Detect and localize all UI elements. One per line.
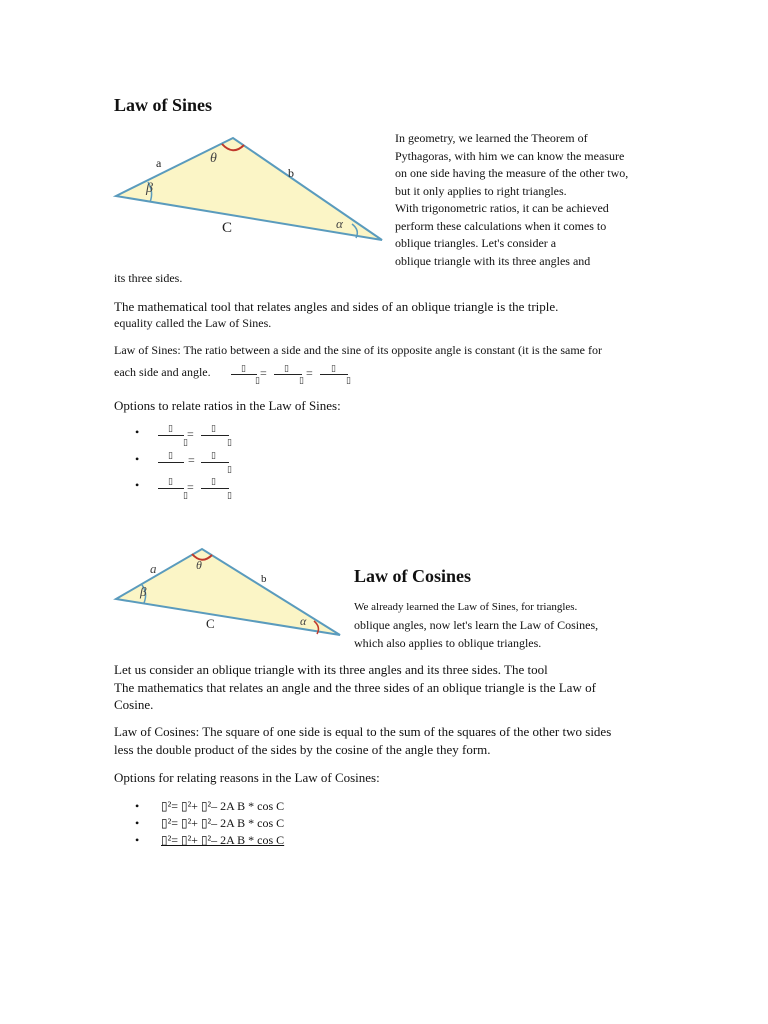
fraction-bar [274, 374, 302, 375]
intro-line: but it only applies to right triangles. [395, 183, 567, 198]
side-label-b: b [261, 573, 267, 585]
side-label-c: C [206, 616, 215, 631]
cosines-law-paragraph [114, 723, 654, 758]
cosines-consider-paragraph [114, 661, 654, 714]
eq-sign: = [306, 366, 313, 380]
law-of-cosines-title: Law of Cosines [354, 566, 472, 586]
opt-denominator: ▯ [227, 490, 232, 500]
opt-denominator: ▯ [183, 490, 188, 500]
intro-line: on one side having the measure of the other two, [395, 166, 629, 180]
sines-intro-tail: its three sides. [114, 271, 183, 285]
angle-label-beta: β [146, 181, 153, 196]
intro-line: We already learned the Law of Sines, for triangles. [354, 601, 578, 613]
sines-triangle-figure [110, 132, 390, 244]
sines-intro-paragraph [395, 130, 675, 270]
fraction-bar [201, 488, 229, 489]
opt-eq-sign: = [188, 453, 195, 467]
intro-line: With trigonometric ratios, it can be achieved [395, 201, 609, 215]
eq-sign: = [260, 366, 267, 380]
consider-line: The mathematics that relates an angle and the three sides of an oblique triangle is the Law of [114, 679, 596, 695]
fraction-bar [320, 374, 348, 375]
law-line: less the double product of the sides by the cosine of the angle they form. [114, 741, 491, 757]
bullet: • [135, 478, 140, 492]
eq-numerator: ▯ [284, 363, 289, 373]
angle-label-alpha: α [300, 614, 307, 628]
bullet: • [135, 799, 140, 813]
cosines-options-heading: Options for relating reasons in the Law of Cosines: [114, 770, 380, 785]
consider-line: Let us consider an oblique triangle with its three angles and its three sides. The tool [114, 662, 548, 677]
fraction-bar [158, 488, 184, 489]
law-of-sines-title: Law of Sines [114, 95, 213, 115]
opt-numerator: ▯ [211, 450, 216, 460]
angle-label-alpha: α [336, 216, 343, 231]
sines-options-heading: Options to relate ratios in the Law of Sines: [114, 398, 341, 413]
cosine-formula: ▯²= ▯²+ ▯²– 2A B * cos C [161, 799, 285, 813]
fraction-bar [201, 462, 229, 463]
opt-numerator: ▯ [211, 423, 216, 433]
bullet: • [135, 452, 140, 466]
sines-tool-line-1: The mathematical tool that relates angles and sides of an oblique triangle is the triple. [114, 299, 559, 314]
eq-denominator: ▯ [255, 375, 260, 385]
eq-denominator: ▯ [299, 375, 304, 385]
opt-numerator: ▯ [168, 476, 173, 486]
sines-law-line-1: Law of Sines: The ratio between a side and the sine of its opposite angle is constant (it is the same for [114, 343, 602, 357]
intro-line: oblique triangle with its three angles and [395, 253, 591, 268]
sines-tool-line-2: equality called the Law of Sines. [114, 316, 272, 330]
fraction-bar [201, 435, 229, 436]
bullet: • [135, 816, 140, 830]
opt-numerator: ▯ [168, 450, 173, 460]
fraction-bar [231, 374, 257, 375]
opt-denominator: ▯ [227, 437, 232, 447]
intro-line: Pythagoras, with him we can know the measure [395, 148, 625, 163]
opt-denominator: ▯ [227, 464, 232, 474]
side-label-a: a [150, 561, 157, 576]
intro-line: oblique angles, now let's learn the Law of Cosines, [354, 618, 599, 632]
bullet: • [135, 425, 140, 439]
angle-label-beta: β [140, 584, 147, 599]
eq-denominator: ▯ [346, 375, 351, 385]
side-label-a: a [156, 156, 162, 170]
bullet: • [135, 833, 140, 847]
sines-law-line-2: each side and angle. [114, 365, 211, 379]
cosine-formula: ▯²= ▯²+ ▯²– 2A B * cos C [161, 816, 285, 830]
angle-label-theta: θ [210, 151, 217, 166]
opt-numerator: ▯ [168, 423, 173, 433]
opt-eq-sign: = [187, 480, 194, 494]
fraction-bar [158, 435, 184, 436]
cosines-triangle-figure [110, 545, 348, 637]
consider-line: Cosine. [114, 697, 154, 712]
side-label-c: C [222, 220, 233, 236]
eq-numerator: ▯ [241, 363, 246, 373]
opt-denominator: ▯ [183, 437, 188, 447]
angle-label-theta: θ [196, 558, 202, 572]
eq-numerator: ▯ [331, 363, 336, 373]
opt-eq-sign: = [187, 427, 194, 441]
side-label-b: b [288, 166, 294, 180]
intro-line: which also applies to oblique triangles. [354, 636, 542, 650]
cosine-formula: ▯²= ▯²+ ▯²– 2A B * cos C [161, 833, 285, 847]
intro-line: In geometry, we learned the Theorem of [395, 131, 588, 145]
intro-line: perform these calculations when it comes to [395, 218, 607, 233]
cosines-intro-paragraph [354, 598, 654, 652]
law-line: Law of Cosines: The square of one side is equal to the sum of the squares of the other two sides [114, 724, 612, 739]
fraction-bar [158, 462, 184, 463]
intro-line: oblique triangles. Let's consider a [395, 236, 557, 250]
opt-numerator: ▯ [211, 476, 216, 486]
